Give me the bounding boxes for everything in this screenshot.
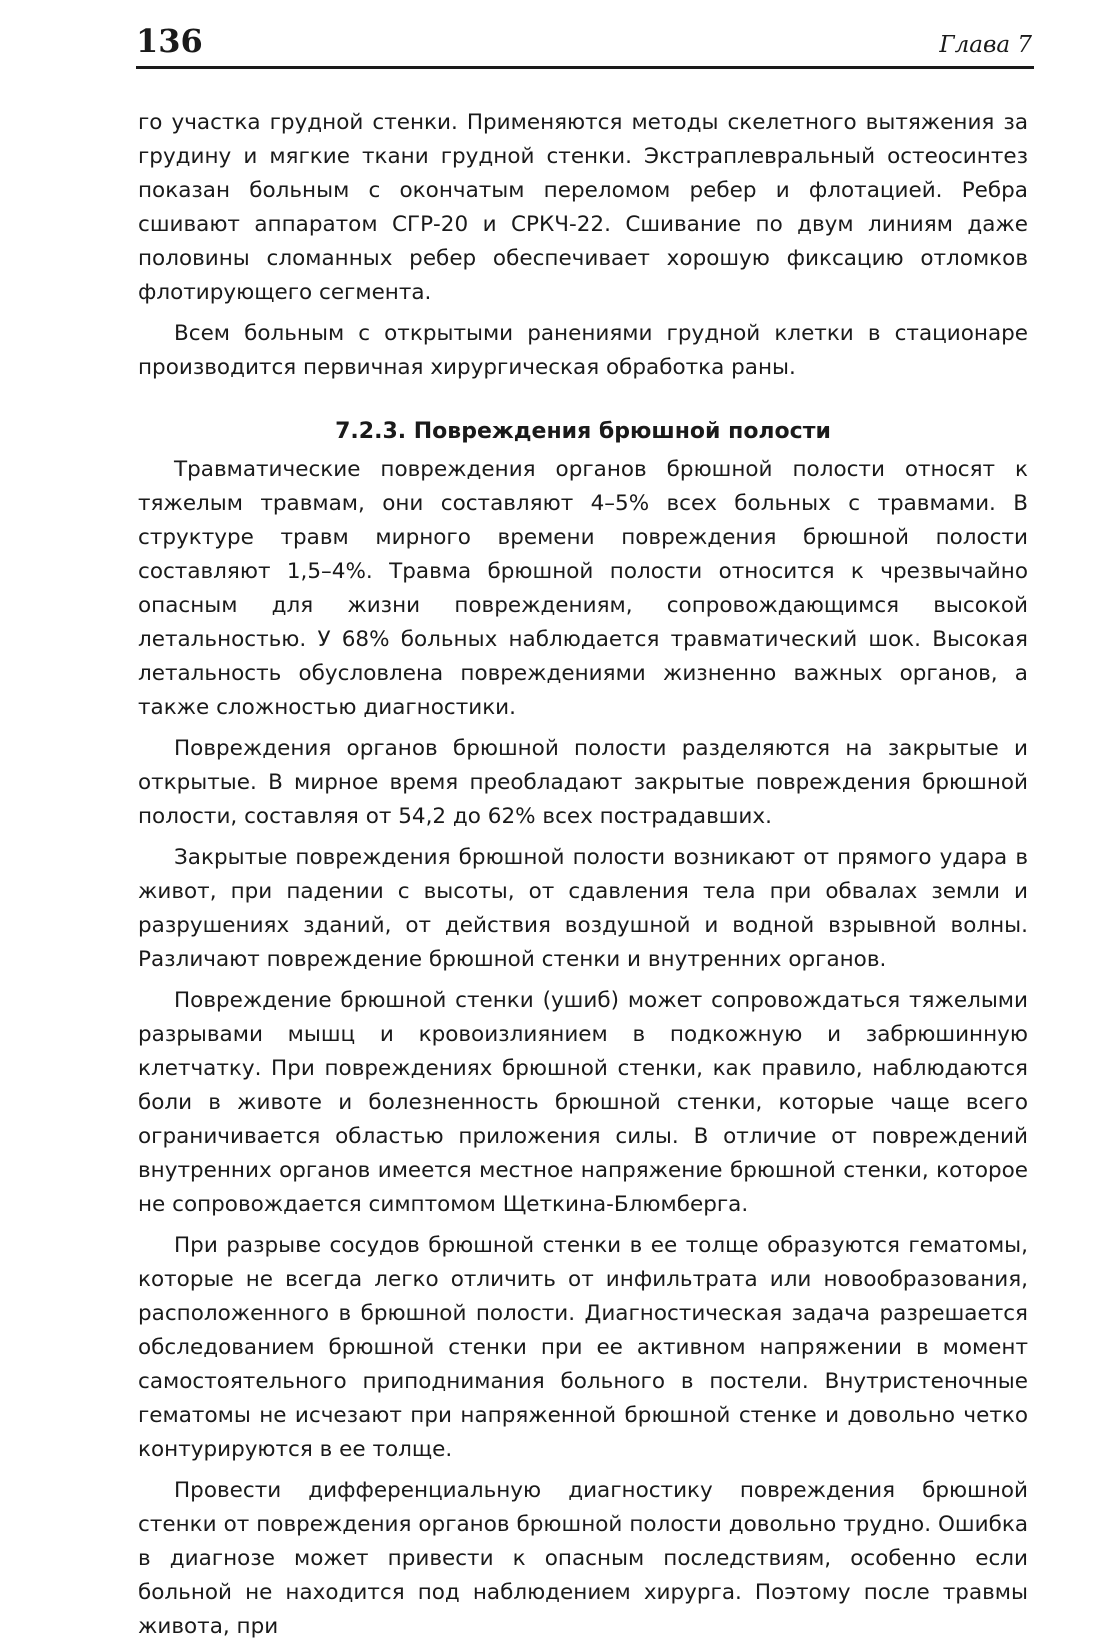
page-header xyxy=(136,20,1034,69)
paragraph: Повреждение брюшной стенки (ушиб) может сопровождаться тяжелыми разрывами мышц и кровоизлиянием в подкожную и забрюшинную клетчатку. При повреждениях брюшной стенки, как правило, наблюдаются боли в животе и болезненность брюшной стенки, которые чаще всего ограничивается областью приложения силы. В отличие от повреждений внутренних органов имеется местное напряжение брюшной стенки, которое не сопровождается симптомом Щеткина-Блюмберга. xyxy=(138,988,1028,1217)
paragraph: Повреждения органов брюшной полости разделяются на закрытые и открытые. В мирное время преобладают закрытые повреждения брюшной полости, составляя от 54,2 до 62% всех пострадавших. xyxy=(138,736,1028,829)
paragraph: Закрытые повреждения брюшной полости возникают от прямого удара в живот, при падении с высоты, от сдавления тела при обвалах земли и разрушениях зданий, от действия воздушной и водной взрывной волны. Различают повреждение брюшной стенки и внутренних органов. xyxy=(138,845,1028,972)
chapter-label: Глава 7 xyxy=(939,32,1032,58)
paragraph: Всем больным с открытыми ранениями грудной клетки в стационаре производится первичная хирургическая обработка раны. xyxy=(138,321,1028,380)
page-number: 136 xyxy=(136,22,203,60)
paragraph: При разрыве сосудов брюшной стенки в ее толще образуются гематомы, которые не всегда легко отличить от инфильтрата или новообразования, расположенного в брюшной полости. Диагностическая задача разрешается обследованием брюшной стенки при ее активном напряжении в момент самостоятельного приподнимания больного в постели. Внутристеночные гематомы не исчезают при напряженной брюшной стенке и довольно четко контурируются в ее толще. xyxy=(138,1233,1028,1462)
section-heading: 7.2.3. Повреждения брюшной полости xyxy=(335,419,831,444)
body-text xyxy=(138,106,1028,1644)
paragraph: Травматические повреждения органов брюшной полости относят к тяжелым травмам, они составляют 4–5% всех больных с травмами. В структуре травм мирного времени повреждения брюшной полости составляют 1,5–4%. Травма брюшной полости относится к чрезвычайно опасным для жизни повреждениям, сопровождающимся высокой летальностью. У 68% больных наблюдается травматический шок. Высокая летальность обусловлена повреждениями жизненно важных органов, а также сложностью диагностики. xyxy=(138,457,1028,720)
paragraph: Провести дифференциальную диагностику повреждения брюшной стенки от повреждения органов брюшной полости довольно трудно. Ошибка в диагнозе может привести к опасным последствиям, особенно если больной не находится под наблюдением хирурга. Поэтому после травмы живота, при xyxy=(138,1478,1028,1639)
paragraph: го участка грудной стенки. Применяются методы скелетного вытяжения за грудину и мягкие ткани грудной стенки. Экстраплевральный остеосинтез показан больным с окончатым переломом ребер и флотацией. Ребра сшивают аппаратом СГР-20 и СРКЧ-22. Сшивание по двум линиям даже половины сломанных ребер обеспечивает хорошую фиксацию отломков флотирующего сегмента. xyxy=(138,110,1028,305)
